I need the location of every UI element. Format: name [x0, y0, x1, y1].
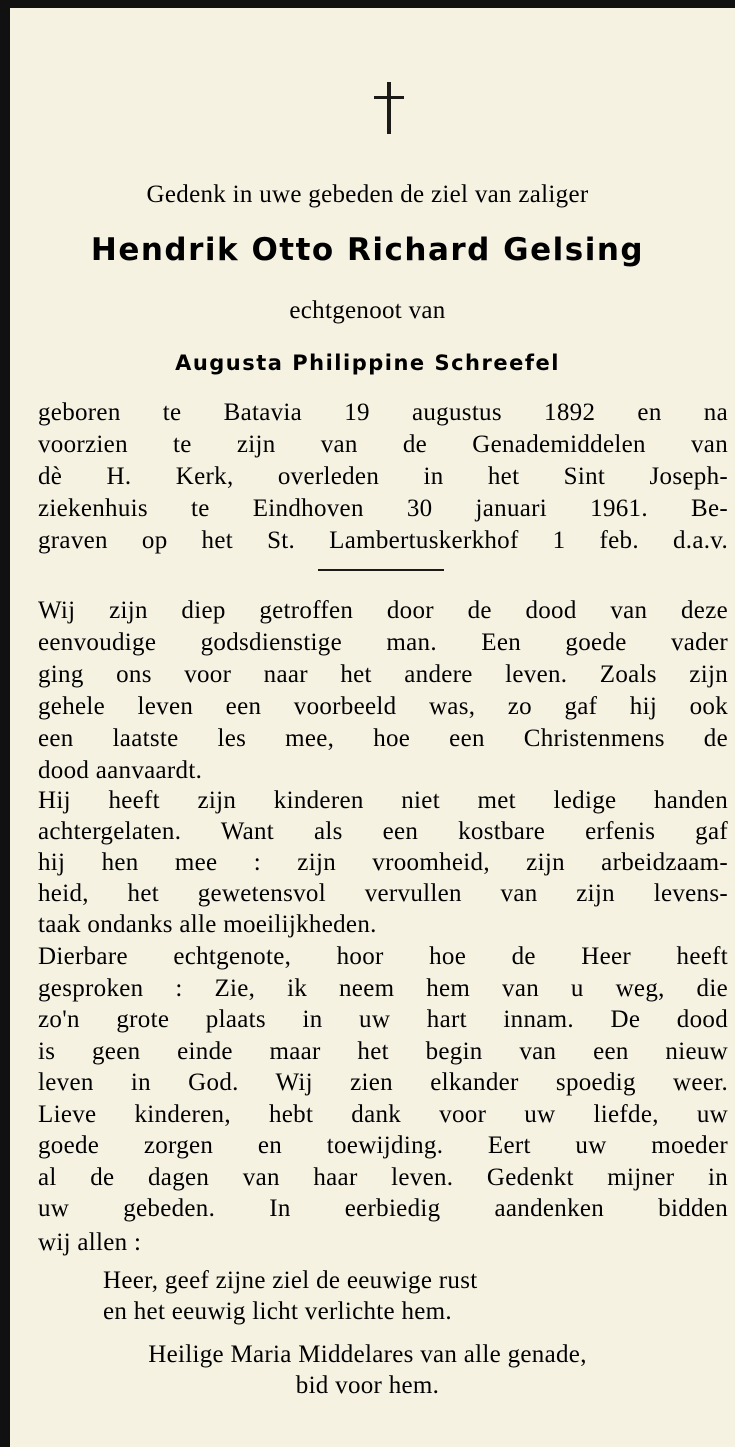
bio-line: dè H. Kerk, overleden in het Sint Joseph- — [38, 463, 728, 490]
text-line: Dierbare echtgenote, hoor hoe de Heer heeft — [38, 943, 728, 970]
text-line: al de dagen van haar leven. Gedenkt mijner in — [38, 1164, 728, 1191]
bio-line: geboren te Batavia 19 augustus 1892 en na — [38, 399, 728, 426]
text-line: uw gebeden. In eerbiedig aandenken bidden — [38, 1195, 728, 1222]
closing-line: bid voor hem. — [295, 1372, 440, 1399]
prayer-line: Heer, geef zijne ziel de eeuwige rust — [103, 1267, 478, 1294]
intro-line: Gedenk in uwe gebeden de ziel van zaliger — [146, 181, 589, 208]
prayer-line: en het eeuwig licht verlichte hem. — [103, 1298, 452, 1325]
text-line: Lieve kinderen, hebt dank voor uw liefde, uw — [38, 1101, 728, 1128]
deceased-name: Hendrik Otto Richard Gelsing — [90, 232, 645, 268]
spouse-name: Augusta Philippine Schreefel — [175, 351, 560, 375]
text-line: dood aanvaardt. — [38, 757, 203, 784]
text-line: hij hen mee : zijn vroomheid, zijn arbeidzaam- — [38, 849, 728, 876]
text-line: Wij zijn diep getroffen door de dood van deze — [38, 597, 728, 624]
text-line: gehele leven een voorbeeld was, zo gaf hij ook — [38, 693, 728, 720]
bio-line: graven op het St. Lambertuskerkhof 1 feb. d.a.v. — [38, 527, 728, 554]
text-line: taak ondanks alle moeilijkheden. — [38, 911, 377, 938]
text-line: Hij heeft zijn kinderen niet met ledige handen — [38, 787, 728, 814]
bio-line: ziekenhuis te Eindhoven 30 januari 1961. Be- — [38, 495, 728, 522]
text-line: eenvoudige godsdienstige man. Een goede vader — [38, 629, 728, 656]
closing-line: Heilige Maria Middelares van alle genade, — [148, 1341, 587, 1368]
text-line: is geen einde maar het begin van een nieuw — [38, 1038, 728, 1065]
bio-line: voorzien te zijn van de Genademiddelen van — [38, 431, 728, 458]
text-line: achtergelaten. Want als een kostbare erfenis gaf — [38, 818, 728, 845]
text-line: goede zorgen en toewijding. Eert uw moeder — [38, 1132, 728, 1159]
cross-icon — [374, 82, 404, 134]
text-line: ging ons voor naar het andere leven. Zoals zijn — [38, 661, 728, 688]
text-line: leven in God. Wij zien elkander spoedig weer. — [38, 1069, 728, 1096]
text-line: heid, het gewetensvol vervullen van zijn levens- — [38, 880, 728, 907]
divider — [318, 569, 444, 571]
text-line: gesproken : Zie, ik neem hem van u weg, die — [38, 975, 728, 1002]
text-line: een laatste les mee, hoe een Christenmens de — [38, 725, 728, 752]
text-line: zo'n grote plaats in uw hart innam. De dood — [38, 1006, 728, 1033]
relation-line: echtgenoot van — [289, 297, 446, 324]
text-line: wij allen : — [38, 1229, 142, 1256]
